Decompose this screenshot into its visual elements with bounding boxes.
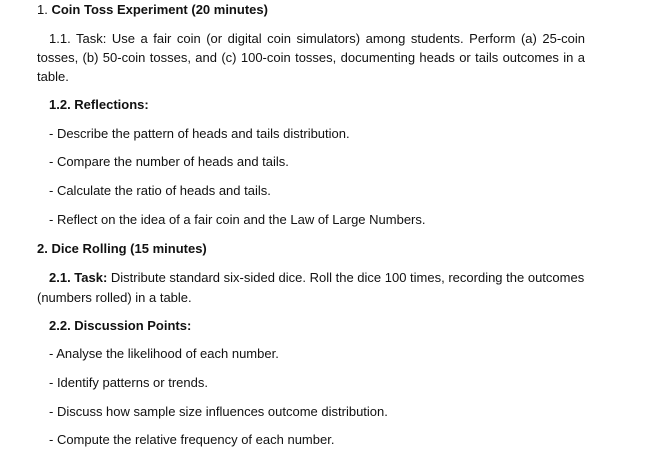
section-2-task-text: Distribute standard six-sided dice. Roll the dice 100 times, recording the outcomes (numbers rolled) in a table. [37, 270, 585, 305]
discussion-item: - Discuss how sample size influences outcome distribution. [49, 404, 388, 419]
section-2-heading [37, 240, 207, 258]
reflection-item: - Compare the number of heads and tails. [49, 154, 289, 169]
section-2-task-label: 2.1. Task: [49, 270, 108, 285]
section-1-task: 1.1. Task: Use a fair coin (or digital coin simulators) among students. Perform (a) 25-coin tosses, (b) 50-coin tosses, and (c) 100-coin tosses, documenting heads or tails outcomes in a table. [37, 31, 585, 84]
discussion-item: - Identify patterns or trends. [49, 375, 208, 390]
section-2-task [37, 268, 597, 308]
section-1-heading [37, 1, 268, 19]
reflection-item: - Calculate the ratio of heads and tails. [49, 183, 271, 198]
discussion-item: - Compute the relative frequency of each number. [49, 432, 335, 447]
discussion-heading: 2.2. Discussion Points: [49, 318, 192, 333]
reflection-item: - Describe the pattern of heads and tails distribution. [49, 126, 350, 141]
section-1-number: 1. [37, 2, 48, 17]
reflection-item: - Reflect on the idea of a fair coin and the Law of Large Numbers. [49, 212, 426, 227]
reflections-heading: 1.2. Reflections: [49, 97, 149, 112]
section-2-title: 2. Dice Rolling (15 minutes) [37, 241, 207, 256]
section-1-title: Coin Toss Experiment (20 minutes) [51, 2, 268, 17]
discussion-item: - Analyse the likelihood of each number. [49, 346, 279, 361]
